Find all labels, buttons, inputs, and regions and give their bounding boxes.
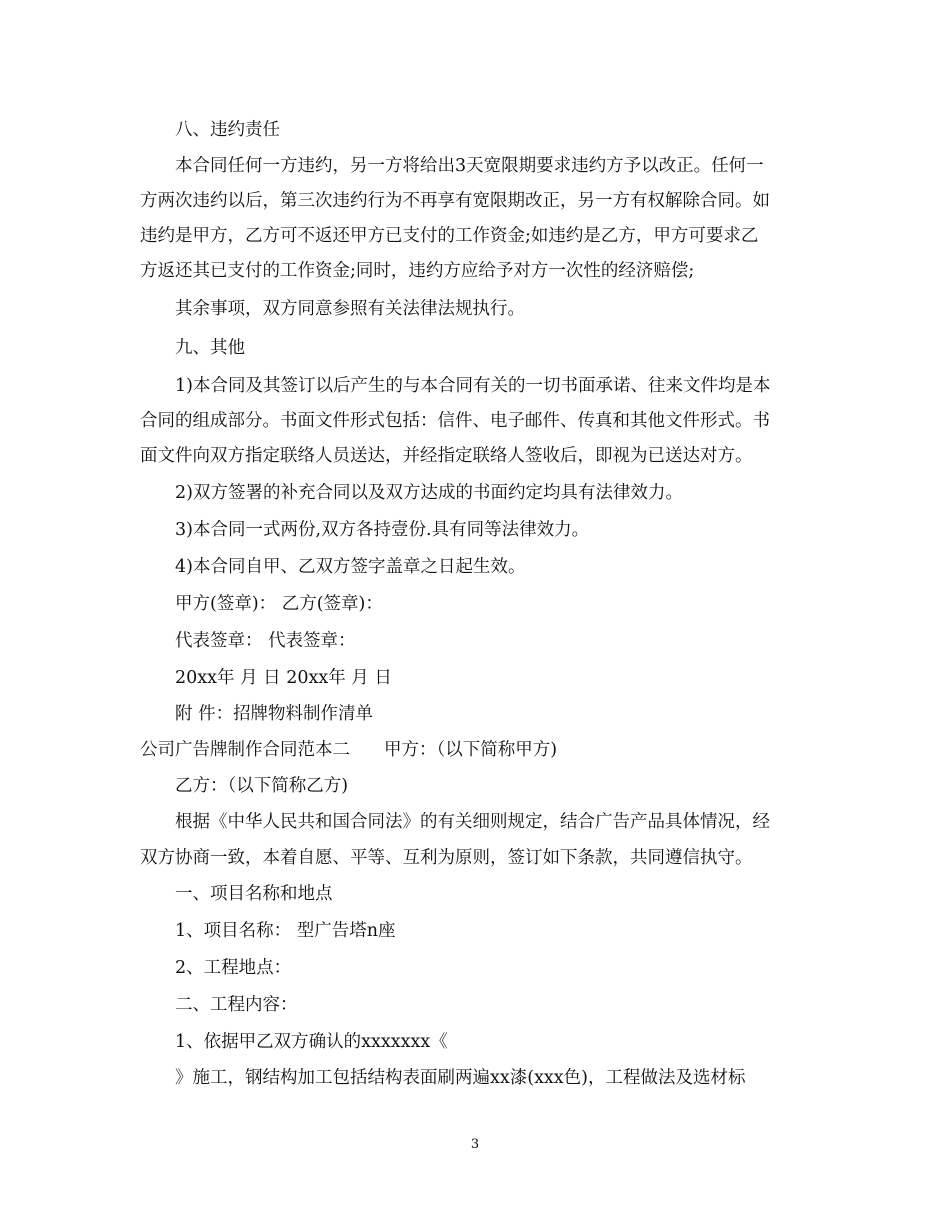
page-number: 3 — [470, 1137, 480, 1152]
paragraph-line: 其余事项，双方同意参照有关法律法规执行。 — [175, 299, 525, 319]
paragraph-line: 根据《中华人民共和国合同法》的有关细则规定，结合广告产品具体情况，经 — [175, 812, 770, 832]
section8-heading: 八、违约责任 — [175, 120, 280, 140]
paragraph-line: 4)本合同自甲、乙双方签字盖章之日起生效。 — [175, 557, 526, 577]
paragraph-line: 面文件向双方指定联络人员送达，并经指定联络人签收后，即视为已送达对方。 — [140, 446, 753, 466]
paragraph-line: 违约是甲方，乙方可不返还甲方已支付的工作资金;如违约是乙方，甲方可要求乙 — [140, 226, 759, 246]
c2-section2-heading: 二、工程内容： — [175, 995, 298, 1015]
paragraph-line: 2、工程地点： — [175, 958, 292, 978]
contract2-party-a: 甲方：（以下简称甲方) — [384, 740, 558, 760]
paragraph-line: 1、依据甲乙双方确认的xxxxxxx《 — [175, 1032, 448, 1052]
contract2-title: 公司广告牌制作合同范本二 — [140, 740, 350, 760]
section9-heading: 九、其他 — [175, 338, 245, 358]
paragraph-line: 》施工，钢结构加工包括结构表面刷两遍xx漆(xxx色)，工程做法及选材标 — [175, 1068, 746, 1088]
paragraph-line: 3)本合同一式两份,双方各持壹份.具有同等法律效力。 — [175, 520, 590, 540]
paragraph-line: 1、项目名称： 型广告塔n座 — [175, 921, 396, 941]
paragraph-line: 双方协商一致，本着自愿、平等、互利为原则，签订如下条款，共同遵信执守。 — [140, 848, 753, 868]
contract2-party-b: 乙方：（以下简称乙方) — [175, 776, 349, 796]
signature-parties: 甲方(签章)： 乙方(签章)： — [175, 594, 383, 614]
paragraph-line: 方两次违约以后，第三次违约行为不再享有宽限期改正，另一方有权解除合同。如 — [140, 191, 770, 211]
paragraph-line: 1)本合同及其签订以后产生的与本合同有关的一切书面承诺、往来文件均是本 — [175, 376, 771, 396]
paragraph-line: 本合同任何一方违约，另一方将给出3天宽限期要求违约方予以改正。任何一 — [175, 156, 764, 176]
contract2-title-line — [140, 738, 557, 762]
paragraph-line: 合同的组成部分。书面文件形式包括：信件、电子邮件、传真和其他文件形式。书 — [140, 411, 770, 431]
signature-representatives: 代表签章： 代表签章： — [175, 631, 356, 651]
paragraph-line: 2)双方签署的补充合同以及双方达成的书面约定均具有法律效力。 — [175, 483, 683, 503]
paragraph-line: 方返还其已支付的工作资金;同时，违约方应给予对方一次性的经济赔偿; — [140, 261, 695, 281]
signature-date: 20xx年 月 日 20xx年 月 日 — [175, 668, 392, 688]
attachment-line: 附 件：招牌物料制作清单 — [175, 704, 374, 724]
c2-section1-heading: 一、项目名称和地点 — [175, 884, 333, 904]
